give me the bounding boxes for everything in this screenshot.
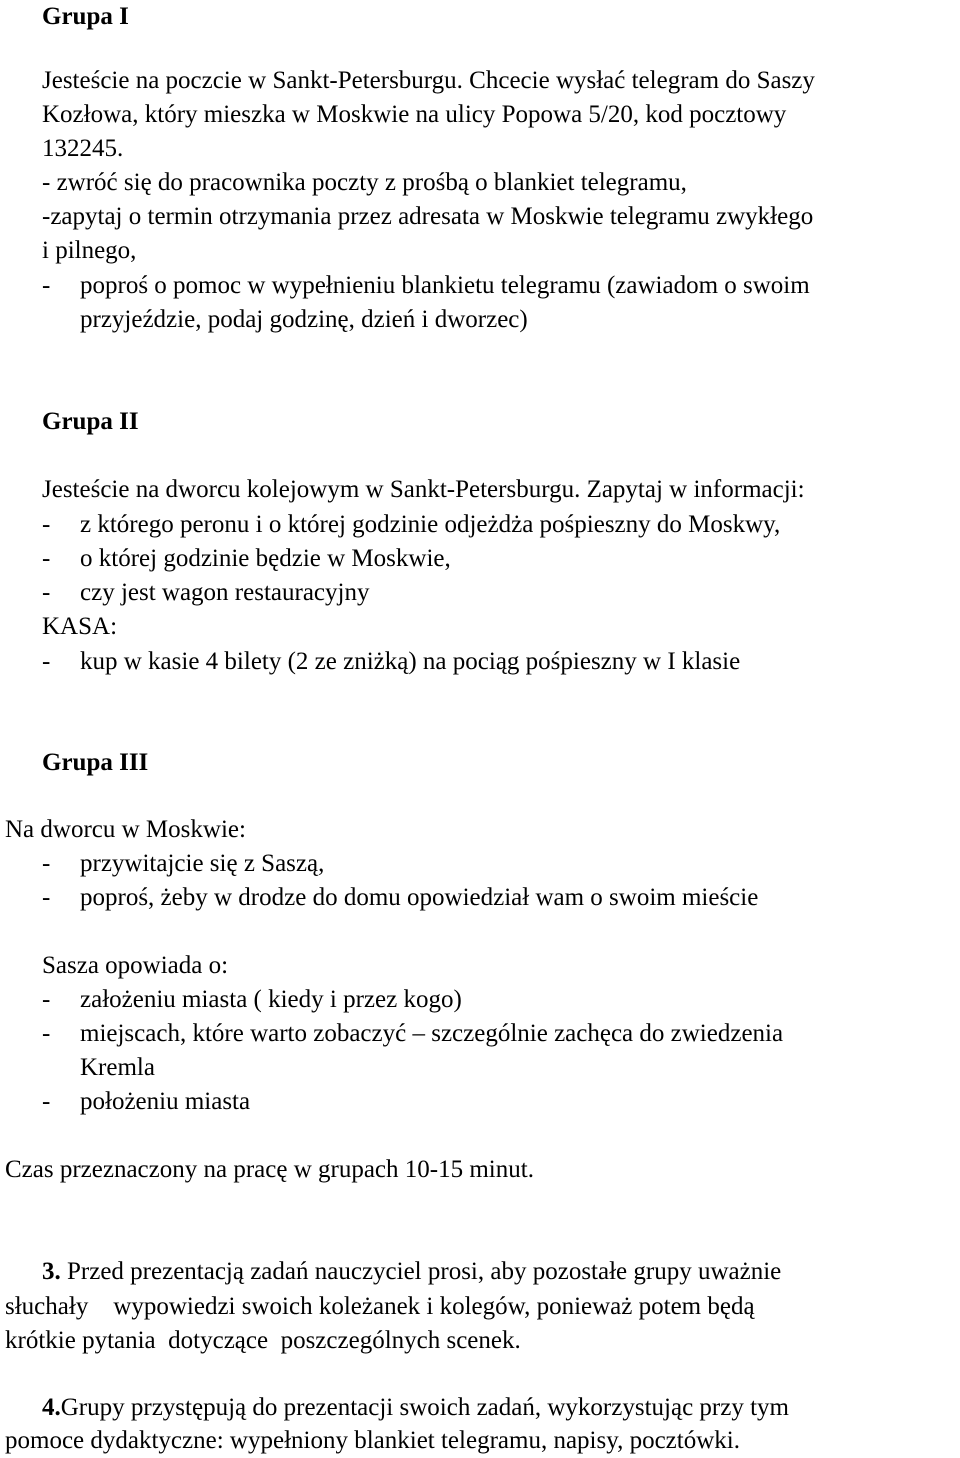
group2-kasa-item xyxy=(42,645,740,679)
group3-station-item-2 xyxy=(42,881,758,915)
group3-station-item-1-text: przywitajcie się z Saszą, xyxy=(80,850,325,877)
group3-station-item-1 xyxy=(42,847,324,881)
list-dash: - xyxy=(42,1020,51,1047)
group3-sasha-intro: Sasza opowiada o: xyxy=(42,952,229,979)
group2-item-2-text: o której godzinie będzie w Moskwie, xyxy=(80,545,451,572)
list-dash: - xyxy=(42,986,51,1013)
point4-line-1-text: Grupy przystępują do prezentacji swoich zadań, wykorzystując przy tym xyxy=(60,1394,789,1421)
point4-number: 4. xyxy=(42,1394,61,1421)
group3-sasha-item-2 xyxy=(42,1017,783,1051)
group3-station-intro: Na dworcu w Moskwie: xyxy=(5,816,246,843)
group2-item-1-text: z którego peronu i o której godzinie odjeżdża pośpieszny do Moskwy, xyxy=(80,511,781,538)
group2-item-3-text: czy jest wagon restauracyjny xyxy=(80,579,370,606)
list-dash: - xyxy=(42,648,51,675)
group3-sasha-item-3-text: położeniu miasta xyxy=(80,1088,251,1115)
point4-line-2: pomoce dydaktyczne: wypełniony blankiet telegramu, napisy, pocztówki. xyxy=(5,1427,740,1454)
group3-station-item-2-text: poproś, żeby w drodze do domu opowiedział wam o swoim mieście xyxy=(80,884,759,911)
time-note: Czas przeznaczony na pracę w grupach 10-15 minut. xyxy=(5,1156,534,1183)
group3-sasha-item-1 xyxy=(42,983,462,1017)
group3-title: Grupa III xyxy=(42,749,149,776)
group1-title: Grupa I xyxy=(42,3,129,30)
point3-line-1 xyxy=(42,1255,781,1289)
list-dash: - xyxy=(42,1088,51,1115)
group2-kasa-label: KASA: xyxy=(42,613,118,640)
list-dash: - xyxy=(42,511,51,538)
group2-item-3 xyxy=(42,576,369,610)
group1-task-request: - zwróć się do pracownika poczty z prośbą o blankiet telegramu, xyxy=(42,169,687,196)
list-dash: - xyxy=(42,545,51,572)
group2-item-1 xyxy=(42,508,780,542)
list-dash: - xyxy=(42,850,51,877)
group2-title: Grupa II xyxy=(42,408,139,435)
point3-line-1-text: Przed prezentacją zadań nauczyciel prosi, aby pozostałe grupy uważnie xyxy=(67,1258,782,1285)
group1-task-ask-cont: i pilnego, xyxy=(42,237,137,264)
group2-intro: Jesteście na dworcu kolejowym w Sankt-Petersburgu. Zapytaj w informacji: xyxy=(42,476,805,503)
group2-kasa-item-text: kup w kasie 4 bilety (2 ze zniżką) na pociąg pośpieszny w I klasie xyxy=(80,648,741,675)
group2-item-2 xyxy=(42,542,451,576)
group1-intro-line-2: Kozłowa, który mieszka w Moskwie na ulicy Popowa 5/20, kod pocztowy xyxy=(42,101,787,128)
group1-task-help-text: poproś o pomoc w wypełnieniu blankietu telegramu (zawiadom o swoim xyxy=(80,272,810,299)
group3-sasha-item-2-text: miejscach, które warto zobaczyć – szczególnie zachęca do zwiedzenia xyxy=(80,1020,784,1047)
point3-number: 3. xyxy=(42,1258,61,1285)
group3-sasha-item-2-cont: Kremla xyxy=(80,1054,155,1081)
group3-sasha-item-1-text: założeniu miasta ( kiedy i przez kogo) xyxy=(80,986,462,1013)
group1-task-help-cont: przyjeździe, podaj godzinę, dzień i dworzec) xyxy=(80,306,528,333)
group1-intro-line-1: Jesteście na poczcie w Sankt-Petersburgu. Chcecie wysłać telegram do Saszy xyxy=(42,67,815,94)
point4-line-1 xyxy=(42,1391,789,1425)
group1-intro-line-3: 132245. xyxy=(42,135,124,162)
point3-line-2: słuchały wypowiedzi swoich koleżanek i kolegów, ponieważ potem będą xyxy=(5,1293,755,1320)
list-dash: - xyxy=(42,884,51,911)
point3-line-3: krótkie pytania dotyczące poszczególnych scenek. xyxy=(5,1327,521,1354)
group3-sasha-item-3 xyxy=(42,1085,250,1119)
list-dash: - xyxy=(42,579,51,606)
list-dash: - xyxy=(42,272,51,299)
group1-task-ask: -zapytaj o termin otrzymania przez adresata w Moskwie telegramu zwykłego xyxy=(42,203,814,230)
group1-task-help xyxy=(42,269,810,303)
